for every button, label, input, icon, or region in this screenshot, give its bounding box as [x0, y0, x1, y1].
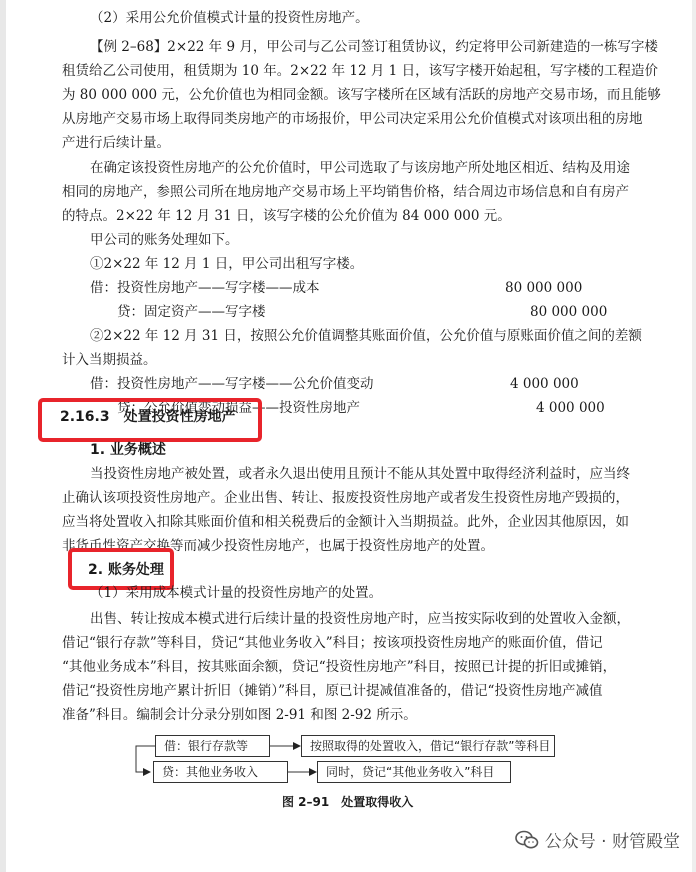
paragraph-line: ①2×22 年 12 月 1 日，甲公司出租写字楼。: [90, 256, 364, 272]
paragraph-line: 为 80 000 000 元，公允价值也为相同金额。该写字楼所在区域有活跃的房地产交易市场，而且能够: [62, 87, 661, 103]
figure-caption: 图 2–91 处置取得收入: [282, 795, 414, 809]
paragraph-line: 在确定该投资性房地产的公允价值时，甲公司选取了与该房地产所处地区相近、结构及用途: [90, 160, 630, 176]
paragraph-line: 当投资性房地产被处置，或者永久退出使用且预计不能从其处置中取得经济利益时，应当终: [90, 466, 630, 482]
paragraph-line: 非货币性资产交换等而减少投资性房地产，也属于投资性房地产的处置。: [62, 538, 494, 554]
paragraph-line: （2）采用公允价值模式计量的投资性房地产。: [90, 10, 369, 26]
diagram-box-debit-note: 按照取得的处置收入，借记“银行存款”等科目: [301, 735, 555, 757]
paragraph-line: 产进行后续计量。: [62, 135, 170, 151]
paragraph-line: 的特点。2×22 年 12 月 31 日，该写字楼的公允价值为 84 000 000 元。: [62, 208, 511, 224]
paragraph-line: 计入当期损益。: [62, 352, 157, 368]
paragraph-line: “其他业务成本”科目，按其账面余额，贷记“投资性房地产”科目，按照已计提的折旧或摊销，: [62, 659, 617, 675]
paragraph-line: 出售、转让按成本模式进行后续计量的投资性房地产时，应当按实际收到的处置收入金额，: [90, 611, 630, 627]
paragraph-line: 甲公司的账务处理如下。: [90, 232, 239, 248]
wechat-icon: [515, 830, 539, 850]
subsection-heading: 1. 业务概述: [90, 442, 166, 458]
paragraph-line: 借记“投资性房地产累计折旧（摊销）”科目，原已计提减值准备的，借记“投资性房地产减值: [62, 683, 603, 699]
journal-amount: 80 000 000: [505, 280, 583, 296]
diagram-box-credit: 贷：其他业务收入: [153, 761, 288, 783]
paragraph-line: 止确认该项投资性房地产。企业出售、转让、报废投资性房地产或者发生投资性房地产毁损的，: [62, 490, 629, 506]
paragraph-line: 借记“银行存款”等科目，贷记“其他业务收入”科目；按该项投资性房地产的账面价值，借记: [62, 635, 603, 651]
paragraph-line: 应当将处置收入扣除其账面价值和相关税费后的金额计入当期损益。此外，企业因其他原因，如: [62, 514, 629, 530]
journal-credit-line: 贷：固定资产——写字楼: [117, 304, 266, 320]
watermark: [515, 827, 680, 852]
section-heading: 2.16.3 处置投资性房地产: [60, 409, 236, 425]
example-title-line: 【例 2–68】2×22 年 9 月，甲公司与乙公司签订租赁协议，约定将甲公司新建造的一栋写字楼: [90, 39, 658, 55]
paragraph-line: 准备”科目。编制会计分录分别如图 2-91 和图 2-92 所示。: [62, 707, 417, 723]
journal-amount: 4 000 000: [510, 376, 579, 392]
journal-credit-line: 贷：公允价值变动损益——投资性房地产: [117, 400, 360, 416]
diagram-box-debit: 借：银行存款等: [155, 735, 270, 757]
journal-debit-line: 借：投资性房地产——写字楼——公允价值变动: [90, 376, 374, 392]
journal-amount: 4 000 000: [536, 400, 605, 416]
paragraph-line: 相同的房地产，参照公司所在地房地产交易市场上平均销售价格，结合周边市场信息和自有房产: [62, 184, 629, 200]
paragraph-line: （1）采用成本模式计量的投资性房地产的处置。: [90, 585, 383, 601]
paragraph-line: ②2×22 年 12 月 31 日，按照公允价值调整其账面价值，公允价值与原账面价值之间的差额: [90, 328, 642, 344]
journal-debit-line: 借：投资性房地产——写字楼——成本: [90, 280, 320, 296]
subsection-heading: 2. 账务处理: [88, 562, 164, 578]
paragraph-line: 从房地产交易市场上取得同类房地产的市场报价，甲公司决定采用公允价值模式对该项出租的房地: [62, 111, 643, 127]
paragraph-line: 租赁给乙公司使用，租赁期为 10 年。2×22 年 12 月 1 日，该写字楼开始起租，写字楼的工程造价: [62, 63, 659, 79]
diagram-box-credit-note: 同时，贷记“其他业务收入”科目: [317, 761, 511, 783]
journal-amount: 80 000 000: [530, 304, 608, 320]
watermark-text: 公众号 · 财管殿堂: [544, 832, 680, 852]
